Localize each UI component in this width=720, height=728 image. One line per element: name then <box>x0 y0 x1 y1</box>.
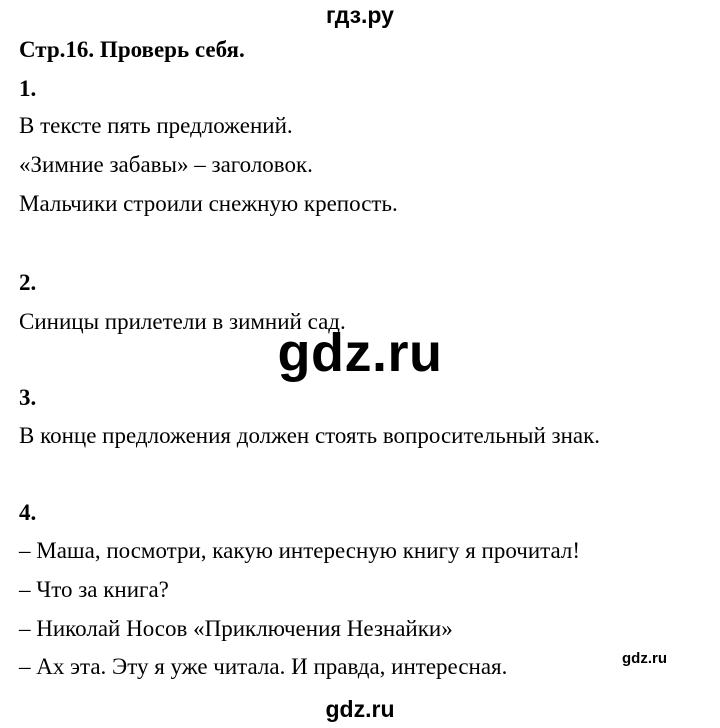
section-3-line-1: В конце предложения должен стоять вопросительный знак. <box>19 423 601 448</box>
section-4-number: 4. <box>19 500 37 525</box>
watermark-top: гдз.ру <box>326 2 394 28</box>
dialogue-line-4: – Ах эта. Эту я уже читала. И правда, интересная. <box>19 654 508 679</box>
section-1-line-1: В тексте пять предложений. <box>19 113 293 138</box>
section-3-number: 3. <box>19 385 37 410</box>
section-1-number: 1. <box>19 76 37 101</box>
dialogue-line-1: – Маша, посмотри, какую интересную книгу я прочитал! <box>19 538 581 563</box>
dialogue-line-2: – Что за книга? <box>19 577 169 602</box>
watermark-small: gdz.ru <box>622 650 667 667</box>
section-2-number: 2. <box>19 270 37 295</box>
section-1-line-3: Мальчики строили снежную крепость. <box>19 191 398 216</box>
section-1-line-2: «Зимние забавы» – заголовок. <box>19 152 313 177</box>
page-heading: Стр.16. Проверь себя. <box>19 37 245 62</box>
section-2-line-1: Синицы прилетели в зимний сад. <box>19 309 346 334</box>
watermark-bottom: gdz.ru <box>325 696 395 722</box>
watermark-center: gdz.ru <box>277 323 443 383</box>
dialogue-line-3: – Николай Носов «Приключения Незнайки» <box>19 616 453 641</box>
